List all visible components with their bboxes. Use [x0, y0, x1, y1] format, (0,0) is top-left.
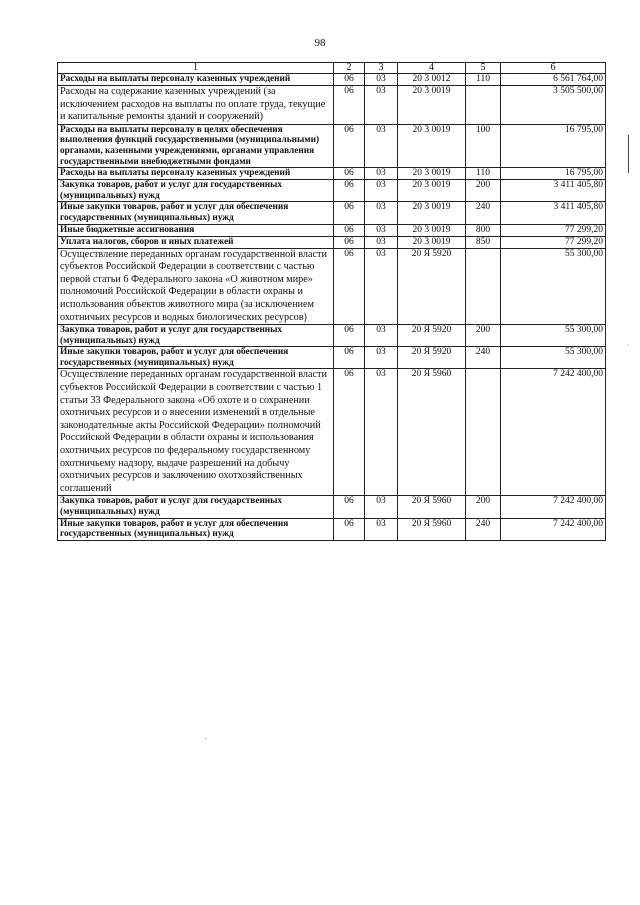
scan-margin-mark — [628, 135, 629, 173]
subsection-code: 03 — [365, 224, 398, 236]
expense-type-code: 240 — [466, 202, 501, 224]
target-article-code: 20 3 0019 — [398, 168, 466, 180]
expense-name: Расходы на выплаты персоналу казенных учреждений — [58, 74, 334, 86]
subsection-code: 03 — [365, 202, 398, 224]
target-article-code: 20 3 0019 — [398, 180, 466, 202]
expense-type-code — [466, 369, 501, 496]
header-col-6: 6 — [501, 63, 606, 74]
table-row — [58, 224, 606, 236]
amount: 77 299,20 — [501, 236, 606, 248]
amount: 7 242 400,00 — [501, 496, 606, 518]
amount: 55 300,00 — [501, 248, 606, 325]
amount: 7 242 400,00 — [501, 369, 606, 496]
expense-type-code: 110 — [466, 74, 501, 86]
subsection-code: 03 — [365, 518, 398, 540]
header-col-5: 5 — [466, 63, 501, 74]
section-code: 06 — [334, 369, 365, 496]
expense-type-code: 110 — [466, 168, 501, 180]
amount: 16 795,00 — [501, 168, 606, 180]
table-row — [58, 347, 606, 369]
expense-type-code: 200 — [466, 325, 501, 347]
target-article-code: 20 3 0019 — [398, 124, 466, 167]
subsection-code: 03 — [365, 369, 398, 496]
header-col-4: 4 — [398, 63, 466, 74]
target-article-code: 20 Я 5920 — [398, 325, 466, 347]
subsection-code: 03 — [365, 124, 398, 167]
section-code: 06 — [334, 347, 365, 369]
table-header-row — [58, 63, 606, 74]
expense-type-code — [466, 86, 501, 125]
expense-name: Осуществление переданных органам государственной власти субъектов Российской Федерации в соответствии с частью 1 статьи 33 Федерального закона «Об охоте и о сохранении охотничьих ресурсов и о внесении изменений в отдельные законодательные акты Российской Федерации» полномочий Российской Федерации в области охраны и использования охотничьих ресурсов по федеральному государственному охотничьему надзору, выдаче разрешений на добычу охотничьих ресурсов и заключению охотхозяйственных соглашений — [58, 369, 334, 496]
expense-name: Осуществление переданных органам государственной власти субъектов Российской Федерации в соответствии с частью первой статьи 6 Федерального закона «О животном мире» полномочий Российской Федерации в области охраны и использования объектов животного мира (за исключением охотничьих ресурсов и водных биологических ресурсов) — [58, 248, 334, 325]
amount: 16 795,00 — [501, 124, 606, 167]
expense-name: Расходы на выплаты персоналу казенных учреждений — [58, 168, 334, 180]
amount: 3 411 405,80 — [501, 180, 606, 202]
subsection-code: 03 — [365, 86, 398, 125]
amount: 3 505 500,00 — [501, 86, 606, 125]
amount: 7 242 400,00 — [501, 518, 606, 540]
table-row — [58, 248, 606, 325]
expense-name: Закупка товаров, работ и услуг для государственных (муниципальных) нужд — [58, 180, 334, 202]
section-code: 06 — [334, 248, 365, 325]
target-article-code: 20 3 0019 — [398, 224, 466, 236]
table-row — [58, 325, 606, 347]
target-article-code: 20 3 0019 — [398, 86, 466, 125]
header-col-1: 1 — [58, 63, 334, 74]
expense-name: Закупка товаров, работ и услуг для государственных (муниципальных) нужд — [58, 496, 334, 518]
section-code: 06 — [334, 202, 365, 224]
expense-name: Иные закупки товаров, работ и услуг для обеспечения государственных (муниципальных) нужд — [58, 347, 334, 369]
target-article-code: 20 Я 5960 — [398, 369, 466, 496]
header-col-3: 3 — [365, 63, 398, 74]
table-body — [58, 74, 606, 541]
target-article-code: 20 Я 5960 — [398, 518, 466, 540]
target-article-code: 20 Я 5920 — [398, 347, 466, 369]
table-row — [58, 202, 606, 224]
budget-table — [57, 62, 606, 541]
table-row — [58, 369, 606, 496]
table-row — [58, 86, 606, 125]
expense-type-code: 100 — [466, 124, 501, 167]
section-code: 06 — [334, 496, 365, 518]
target-article-code: 20 3 0012 — [398, 74, 466, 86]
expense-name: Иные бюджетные ассигнования — [58, 224, 334, 236]
scan-speck — [627, 345, 628, 346]
target-article-code: 20 3 0019 — [398, 236, 466, 248]
expense-type-code: 240 — [466, 347, 501, 369]
expense-name: Закупка товаров, работ и услуг для государственных (муниципальных) нужд — [58, 325, 334, 347]
expense-type-code: 850 — [466, 236, 501, 248]
target-article-code: 20 Я 5920 — [398, 248, 466, 325]
section-code: 06 — [334, 124, 365, 167]
subsection-code: 03 — [365, 496, 398, 518]
section-code: 06 — [334, 518, 365, 540]
expense-name: Расходы на выплаты персоналу в целях обеспечения выполнения функций государственными (муниципальными) органами, казенными учреждениями, органами управления государственными внебюджетными фондами — [58, 124, 334, 167]
section-code: 06 — [334, 236, 365, 248]
expense-type-code — [466, 248, 501, 325]
subsection-code: 03 — [365, 168, 398, 180]
section-code: 06 — [334, 180, 365, 202]
expense-name: Иные закупки товаров, работ и услуг для обеспечения государственных (муниципальных) нужд — [58, 518, 334, 540]
section-code: 06 — [334, 86, 365, 125]
expense-name: Уплата налогов, сборов и иных платежей — [58, 236, 334, 248]
table-row — [58, 180, 606, 202]
expense-type-code: 200 — [466, 180, 501, 202]
subsection-code: 03 — [365, 180, 398, 202]
expense-name: Иные закупки товаров, работ и услуг для обеспечения государственных (муниципальных) нужд — [58, 202, 334, 224]
page-number: 98 — [314, 37, 326, 49]
expense-name: Расходы на содержание казенных учреждений (за исключением расходов на выплаты по оплате труда, текущие и капитальные ремонты зданий и сооружений) — [58, 86, 334, 125]
table-row — [58, 124, 606, 167]
table-row — [58, 518, 606, 540]
subsection-code: 03 — [365, 236, 398, 248]
table-row — [58, 236, 606, 248]
table-row — [58, 168, 606, 180]
section-code: 06 — [334, 224, 365, 236]
amount: 55 300,00 — [501, 347, 606, 369]
amount: 6 561 764,00 — [501, 74, 606, 86]
subsection-code: 03 — [365, 325, 398, 347]
expense-type-code: 240 — [466, 518, 501, 540]
amount: 3 411 405,80 — [501, 202, 606, 224]
header-col-2: 2 — [334, 63, 365, 74]
amount: 55 300,00 — [501, 325, 606, 347]
subsection-code: 03 — [365, 347, 398, 369]
table-row — [58, 74, 606, 86]
section-code: 06 — [334, 168, 365, 180]
target-article-code: 20 3 0019 — [398, 202, 466, 224]
section-code: 06 — [334, 74, 365, 86]
amount: 77 299,20 — [501, 224, 606, 236]
scan-speck — [205, 738, 206, 739]
section-code: 06 — [334, 325, 365, 347]
table-row — [58, 496, 606, 518]
expense-type-code: 800 — [466, 224, 501, 236]
target-article-code: 20 Я 5960 — [398, 496, 466, 518]
expense-type-code: 200 — [466, 496, 501, 518]
subsection-code: 03 — [365, 74, 398, 86]
subsection-code: 03 — [365, 248, 398, 325]
